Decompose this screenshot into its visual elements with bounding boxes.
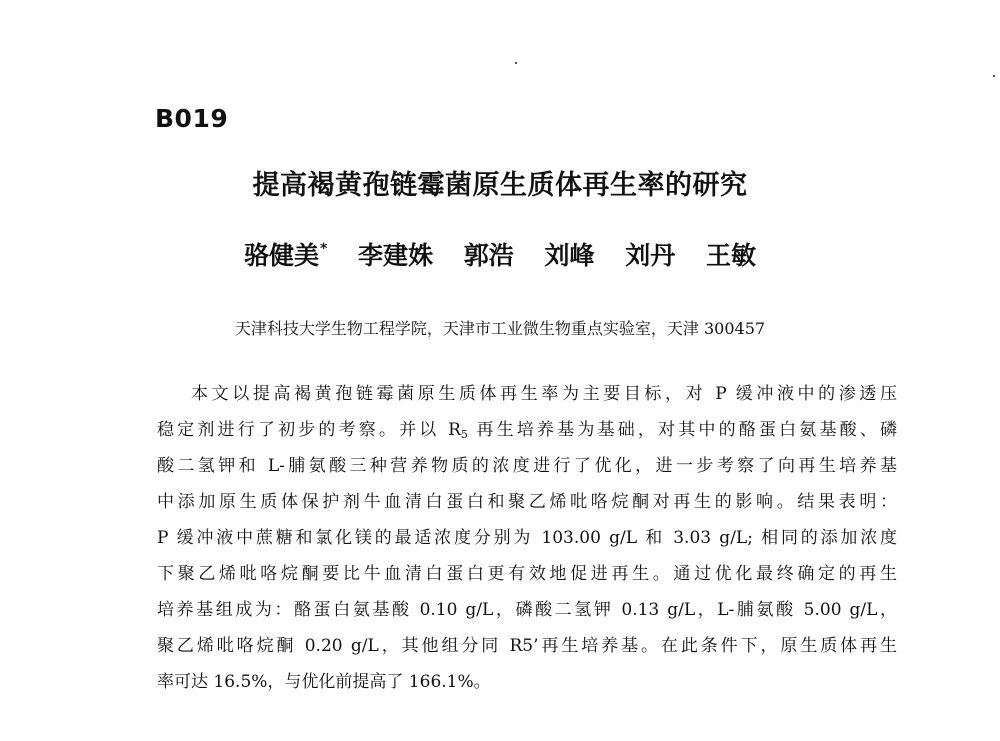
abstract-line: P 缓冲液中蔗糖和氯化镁的最适浓度分别为 103.00 g/L 和 3.03 g/L; 相同的添加浓度 [157,528,897,548]
author [464,236,514,272]
abstract-line: 酸二氢钾和 L-脯氨酸三种营养物质的浓度进行了优化，进一步考察了向再生培养基 [157,456,897,476]
subscript: 5 [460,428,468,441]
abstract-line [157,412,897,448]
abstract-line: 本文以提高褐黄孢链霉菌原生质体再生率为主要目标，对 P 缓冲液中的渗透压 [191,384,897,404]
paper-code: B019 [155,104,229,133]
abstract-text: 再生培养基为基础，对其中的酪蛋白氨基酸、磷 [467,420,898,440]
author [358,236,433,272]
affiliation: 天津科技大学生物工程学院，天津市工业微生物重点实验室，天津 300457 [234,319,766,338]
abstract-line: 下聚乙烯吡咯烷酮要比牛血清白蛋白更有效地促进再生。通过优化最终确定的再生 [157,564,897,584]
scan-speck [515,62,517,64]
abstract-text: 稳定剂进行了初步的考察。并以 R [157,420,461,440]
author-name: 郭浩 [463,241,514,270]
abstract-line: 率可达 16.5%，与优化前提高了 166.1%。 [157,672,491,692]
abstract-line: 聚乙烯吡咯烷酮 0.20 g/L，其他组分同 R5’再生培养基。在此条件下，原生质体再生 [157,636,897,656]
abstract-line: 培养基组成为：酪蛋白氨基酸 0.10 g/L，磷酸二氢钾 0.13 g/L，L-脯氨酸 5.00 g/L， [157,600,897,620]
scan-speck [993,75,995,77]
author-name: 李建姝 [358,241,434,270]
author-name: 王敏 [705,241,756,270]
author-name: 刘丹 [625,241,676,270]
author-list [0,236,1000,272]
corresponding-author-mark: * [320,241,328,257]
author [625,236,675,272]
abstract [157,376,897,700]
paper-title: 提高褐黄孢链霉菌原生质体再生率的研究 [252,170,748,201]
author-name: 骆健美 [243,241,319,270]
author-name: 刘峰 [544,241,595,270]
author [244,236,327,272]
author [545,236,595,272]
author [706,236,756,272]
abstract-line: 中添加原生质体保护剂牛血清白蛋白和聚乙烯吡咯烷酮对再生的影响。结果表明： [157,492,897,512]
